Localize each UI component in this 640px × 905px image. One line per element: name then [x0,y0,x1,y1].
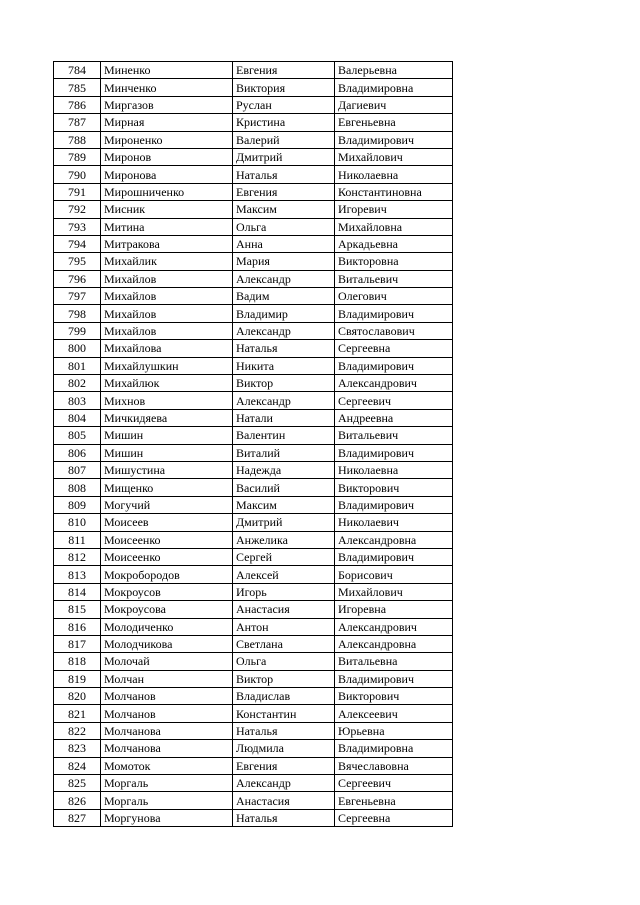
last-name-cell: Михнов [101,392,233,409]
last-name-cell: Мирная [101,114,233,131]
last-name-cell: Молодиченко [101,618,233,635]
last-name-cell: Молчанова [101,740,233,757]
last-name-cell: Мишин [101,444,233,461]
table-row [54,270,453,287]
first-name-cell: Кристина [233,114,335,131]
patronymic-cell: Викторовна [335,253,453,270]
row-number-cell: 797 [54,288,101,305]
patronymic-cell: Вячеславовна [335,757,453,774]
patronymic-cell: Сергеевна [335,340,453,357]
table-row [54,96,453,113]
first-name-cell: Надежда [233,461,335,478]
last-name-cell: Мирошниченко [101,183,233,200]
patronymic-cell: Игоревна [335,601,453,618]
table-row [54,809,453,826]
row-number-cell: 806 [54,444,101,461]
last-name-cell: Михайлик [101,253,233,270]
table-row [54,461,453,478]
patronymic-cell: Валерьевна [335,62,453,79]
patronymic-cell: Александрович [335,618,453,635]
patronymic-cell: Александрович [335,375,453,392]
table-row [54,722,453,739]
first-name-cell: Анастасия [233,601,335,618]
last-name-cell: Михайлов [101,322,233,339]
patronymic-cell: Борисович [335,566,453,583]
last-name-cell: Миненко [101,62,233,79]
last-name-cell: Митракова [101,235,233,252]
first-name-cell: Ольга [233,218,335,235]
row-number-cell: 802 [54,375,101,392]
row-number-cell: 790 [54,166,101,183]
table-row [54,670,453,687]
table-row [54,514,453,531]
last-name-cell: Мичкидяева [101,409,233,426]
first-name-cell: Валерий [233,131,335,148]
row-number-cell: 793 [54,218,101,235]
table-row [54,166,453,183]
patronymic-cell: Аркадьевна [335,235,453,252]
patronymic-cell: Владимирович [335,496,453,513]
first-name-cell: Александр [233,322,335,339]
row-number-cell: 786 [54,96,101,113]
first-name-cell: Максим [233,496,335,513]
roster-table [53,61,453,827]
first-name-cell: Валентин [233,427,335,444]
last-name-cell: Миронов [101,148,233,165]
table-row [54,253,453,270]
first-name-cell: Анжелика [233,531,335,548]
row-number-cell: 792 [54,201,101,218]
last-name-cell: Минченко [101,79,233,96]
first-name-cell: Василий [233,479,335,496]
first-name-cell: Дмитрий [233,514,335,531]
first-name-cell: Евгения [233,62,335,79]
patronymic-cell: Николаевна [335,166,453,183]
patronymic-cell: Владимирович [335,131,453,148]
first-name-cell: Алексей [233,566,335,583]
first-name-cell: Александр [233,270,335,287]
row-number-cell: 789 [54,148,101,165]
table-row [54,340,453,357]
row-number-cell: 820 [54,688,101,705]
first-name-cell: Мария [233,253,335,270]
last-name-cell: Мишин [101,427,233,444]
row-number-cell: 799 [54,322,101,339]
table-row [54,357,453,374]
last-name-cell: Мокроусова [101,601,233,618]
first-name-cell: Никита [233,357,335,374]
last-name-cell: Молчанов [101,705,233,722]
patronymic-cell: Владимировна [335,740,453,757]
patronymic-cell: Михайлович [335,583,453,600]
first-name-cell: Наталья [233,722,335,739]
row-number-cell: 821 [54,705,101,722]
first-name-cell: Александр [233,775,335,792]
table-row [54,653,453,670]
patronymic-cell: Владимирович [335,670,453,687]
row-number-cell: 796 [54,270,101,287]
patronymic-cell: Витальевич [335,270,453,287]
patronymic-cell: Сергеевич [335,775,453,792]
row-number-cell: 814 [54,583,101,600]
table-row [54,305,453,322]
first-name-cell: Вадим [233,288,335,305]
last-name-cell: Мокробородов [101,566,233,583]
row-number-cell: 808 [54,479,101,496]
first-name-cell: Евгения [233,183,335,200]
last-name-cell: Момоток [101,757,233,774]
last-name-cell: Молчан [101,670,233,687]
patronymic-cell: Александровна [335,635,453,652]
patronymic-cell: Витальевна [335,653,453,670]
first-name-cell: Константин [233,705,335,722]
last-name-cell: Михайлов [101,270,233,287]
patronymic-cell: Андреевна [335,409,453,426]
last-name-cell: Молчанова [101,722,233,739]
row-number-cell: 824 [54,757,101,774]
row-number-cell: 818 [54,653,101,670]
patronymic-cell: Владимирович [335,548,453,565]
row-number-cell: 803 [54,392,101,409]
first-name-cell: Александр [233,392,335,409]
first-name-cell: Дмитрий [233,148,335,165]
table-row [54,322,453,339]
table-row [54,218,453,235]
last-name-cell: Михайлушкин [101,357,233,374]
first-name-cell: Максим [233,201,335,218]
patronymic-cell: Олегович [335,288,453,305]
table-row [54,635,453,652]
table-row [54,201,453,218]
first-name-cell: Натали [233,409,335,426]
patronymic-cell: Михайловна [335,218,453,235]
last-name-cell: Могучий [101,496,233,513]
patronymic-cell: Владимировна [335,79,453,96]
last-name-cell: Мишустина [101,461,233,478]
first-name-cell: Виктория [233,79,335,96]
table-row [54,583,453,600]
last-name-cell: Моргаль [101,792,233,809]
first-name-cell: Виктор [233,670,335,687]
patronymic-cell: Владимирович [335,357,453,374]
first-name-cell: Евгения [233,757,335,774]
patronymic-cell: Владимирович [335,444,453,461]
row-number-cell: 810 [54,514,101,531]
first-name-cell: Анна [233,235,335,252]
row-number-cell: 795 [54,253,101,270]
last-name-cell: Миргазов [101,96,233,113]
last-name-cell: Михайлов [101,288,233,305]
row-number-cell: 811 [54,531,101,548]
row-number-cell: 815 [54,601,101,618]
row-number-cell: 823 [54,740,101,757]
table-row [54,235,453,252]
patronymic-cell: Константиновна [335,183,453,200]
row-number-cell: 794 [54,235,101,252]
first-name-cell: Светлана [233,635,335,652]
first-name-cell: Ольга [233,653,335,670]
first-name-cell: Виталий [233,444,335,461]
row-number-cell: 791 [54,183,101,200]
table-row [54,775,453,792]
last-name-cell: Миронова [101,166,233,183]
patronymic-cell: Николаевич [335,514,453,531]
first-name-cell: Анастасия [233,792,335,809]
row-number-cell: 804 [54,409,101,426]
table-row [54,427,453,444]
patronymic-cell: Михайлович [335,148,453,165]
last-name-cell: Молочай [101,653,233,670]
patronymic-cell: Александровна [335,531,453,548]
last-name-cell: Моисеенко [101,548,233,565]
last-name-cell: Молчанов [101,688,233,705]
table-row [54,183,453,200]
first-name-cell: Сергей [233,548,335,565]
last-name-cell: Михайлова [101,340,233,357]
first-name-cell: Виктор [233,375,335,392]
row-number-cell: 807 [54,461,101,478]
table-row [54,79,453,96]
table-row [54,375,453,392]
table-row [54,288,453,305]
table-row [54,148,453,165]
row-number-cell: 805 [54,427,101,444]
last-name-cell: Моисеев [101,514,233,531]
patronymic-cell: Алексеевич [335,705,453,722]
patronymic-cell: Викторович [335,479,453,496]
table-row [54,531,453,548]
last-name-cell: Мисник [101,201,233,218]
patronymic-cell: Сергеевна [335,809,453,826]
row-number-cell: 800 [54,340,101,357]
table-row [54,566,453,583]
table-row [54,62,453,79]
patronymic-cell: Николаевна [335,461,453,478]
row-number-cell: 785 [54,79,101,96]
first-name-cell: Наталья [233,166,335,183]
last-name-cell: Мокроусов [101,583,233,600]
table-row [54,740,453,757]
patronymic-cell: Витальевич [335,427,453,444]
patronymic-cell: Евгеньевна [335,114,453,131]
patronymic-cell: Владимирович [335,305,453,322]
row-number-cell: 817 [54,635,101,652]
first-name-cell: Людмила [233,740,335,757]
last-name-cell: Митина [101,218,233,235]
table-row [54,618,453,635]
table-row [54,444,453,461]
row-number-cell: 798 [54,305,101,322]
first-name-cell: Наталья [233,809,335,826]
row-number-cell: 826 [54,792,101,809]
row-number-cell: 788 [54,131,101,148]
row-number-cell: 809 [54,496,101,513]
patronymic-cell: Викторович [335,688,453,705]
row-number-cell: 822 [54,722,101,739]
table-row [54,548,453,565]
table-row [54,114,453,131]
table-row [54,479,453,496]
row-number-cell: 813 [54,566,101,583]
table-row [54,757,453,774]
last-name-cell: Мищенко [101,479,233,496]
last-name-cell: Молодчикова [101,635,233,652]
first-name-cell: Владислав [233,688,335,705]
last-name-cell: Михайлюк [101,375,233,392]
row-number-cell: 812 [54,548,101,565]
row-number-cell: 825 [54,775,101,792]
patronymic-cell: Святославович [335,322,453,339]
first-name-cell: Игорь [233,583,335,600]
last-name-cell: Михайлов [101,305,233,322]
first-name-cell: Антон [233,618,335,635]
table-row [54,409,453,426]
patronymic-cell: Сергеевич [335,392,453,409]
table-row [54,705,453,722]
first-name-cell: Наталья [233,340,335,357]
patronymic-cell: Юрьевна [335,722,453,739]
patronymic-cell: Дагиевич [335,96,453,113]
patronymic-cell: Евгеньевна [335,792,453,809]
row-number-cell: 816 [54,618,101,635]
table-row [54,131,453,148]
last-name-cell: Мироненко [101,131,233,148]
row-number-cell: 787 [54,114,101,131]
last-name-cell: Моргунова [101,809,233,826]
first-name-cell: Руслан [233,96,335,113]
table-row [54,392,453,409]
row-number-cell: 827 [54,809,101,826]
table-row [54,496,453,513]
first-name-cell: Владимир [233,305,335,322]
roster-table-body [54,62,453,827]
patronymic-cell: Игоревич [335,201,453,218]
last-name-cell: Моргаль [101,775,233,792]
table-row [54,688,453,705]
table-row [54,601,453,618]
last-name-cell: Моисеенко [101,531,233,548]
row-number-cell: 801 [54,357,101,374]
row-number-cell: 784 [54,62,101,79]
row-number-cell: 819 [54,670,101,687]
table-row [54,792,453,809]
